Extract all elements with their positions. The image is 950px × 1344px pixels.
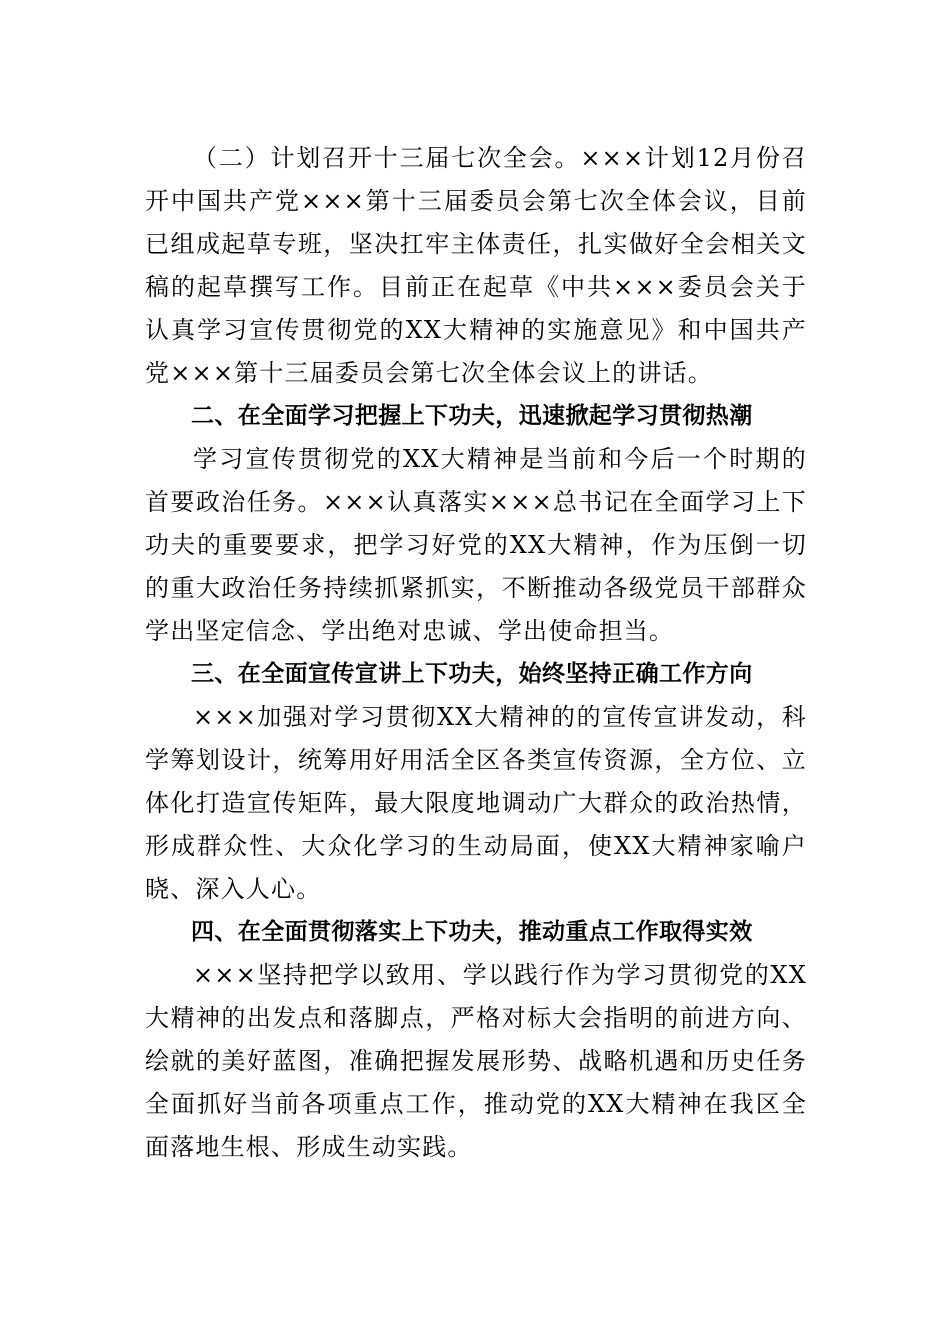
paragraph-implementation: ×××坚持把学以致用、学以践行作为学习贯彻党的XX大精神的出发点和落脚点，严格对标大会指明的前进方向、绘就的美好蓝图，准确把握发展形势、战略机遇和历史任务全面抓好当前各项重点工作，推动党的XX大精神在我区全面落地生根、形成生动实践。 bbox=[145, 961, 807, 1161]
paragraph-plenary-plan: （二）计划召开十三届七次全会。×××计划12月份召开中国共产党×××第十三届委员会第七次全体会议，目前已组成起草专班，坚决扛牢主体责任，扎实做好全会相关文稿的起草撰写工作。目前正在起草《中共×××委员会关于认真学习宣传贯彻党的XX大精神的实施意见》和中国共产党×××第十三届委员会第七次全体会议上的讲话。 bbox=[145, 144, 807, 387]
section-heading-study: 二、在全面学习把握上下功夫，迅速掀起学习贯彻热潮 bbox=[191, 403, 753, 429]
section-heading-implementation: 四、在全面贯彻落实上下功夫，推动重点工作取得实效 bbox=[191, 919, 753, 945]
paragraph-publicity: ×××加强对学习贯彻XX大精神的的宣传宣讲发动，科学筹划设计，统筹用好用活全区各类宣传资源，全方位、立体化打造宣传矩阵，最大限度地调动广大群众的政治热情，形成群众性、大众化学习的生动局面，使XX大精神家喻户晓、深入人心。 bbox=[145, 703, 807, 903]
section-heading-publicity: 三、在全面宣传宣讲上下功夫，始终坚持正确工作方向 bbox=[191, 661, 753, 687]
paragraph-study: 学习宣传贯彻党的XX大精神是当前和今后一个时期的首要政治任务。×××认真落实×××总书记在全面学习上下功夫的重要要求，把学习好党的XX大精神，作为压倒一切的重大政治任务持续抓紧抓实，不断推动各级党员干部群众学出坚定信念、学出绝对忠诚、学出使命担当。 bbox=[145, 445, 807, 645]
document-body bbox=[145, 137, 807, 1169]
